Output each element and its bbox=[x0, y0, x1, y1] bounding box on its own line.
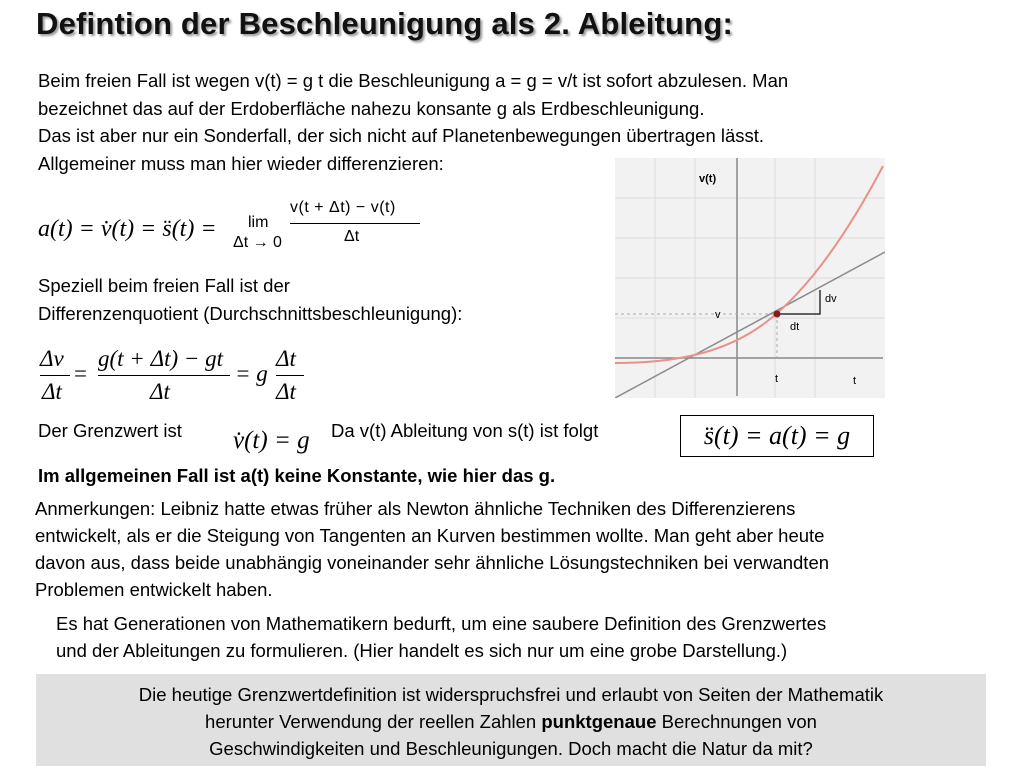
limit-label: Der Grenzwert ist bbox=[38, 420, 182, 441]
dt-label: dt bbox=[790, 321, 800, 333]
velocity-derivative-formula: v̇(t) = g bbox=[233, 427, 310, 454]
limit-operator: lim bbox=[248, 214, 269, 231]
fraction-line bbox=[98, 375, 230, 376]
fraction-gt-numerator: g(t + Δt) − gt bbox=[98, 346, 224, 371]
equals-g: = g bbox=[235, 361, 268, 386]
fraction-line bbox=[40, 375, 70, 376]
note-line bbox=[36, 708, 986, 735]
note-box bbox=[36, 674, 986, 766]
remarks-line: davon aus, dass beide unabhängig voneinander sehr ähnliche Lösungstechniken bei verwandten bbox=[35, 552, 830, 573]
fraction-line bbox=[290, 223, 420, 224]
generations-text bbox=[56, 610, 826, 664]
difference-quotient-denominator: Δt bbox=[344, 228, 360, 245]
generations-line: Es hat Generationen von Mathematikern bedurft, um eine saubere Definition des Grenzwertes bbox=[56, 613, 827, 634]
remarks-text bbox=[35, 495, 829, 603]
boxed-result: s̈(t) = a(t) = g bbox=[680, 415, 874, 457]
t-axis-label: t bbox=[853, 375, 857, 387]
acceleration-definition-lhs: a(t) = v̇(t) = s̈(t) = bbox=[38, 216, 217, 242]
equals-sign: = bbox=[74, 361, 87, 386]
intro-line: Allgemeiner muss man hier wieder differenzieren: bbox=[38, 152, 444, 174]
note-line: Die heutige Grenzwertdefinition ist widerspruchsfrei und erlaubt von Seiten der Mathematik bbox=[138, 684, 884, 705]
dv-label: dv bbox=[825, 293, 837, 305]
fraction-gt-denominator: Δt bbox=[150, 379, 170, 404]
note-text: herunter Verwendung der reellen Zahlen bbox=[205, 711, 542, 732]
special-line: Speziell beim freien Fall ist der bbox=[38, 275, 290, 296]
note-line: Geschwindigkeiten und Beschleunigungen. Doch macht die Natur da mit? bbox=[209, 738, 813, 759]
page-title: Defintion der Beschleunigung als 2. Ableitung: bbox=[36, 6, 733, 41]
generations-line: und der Ableitungen zu formulieren. (Hier handelt es sich nur um eine grobe Darstellung.) bbox=[56, 640, 788, 661]
special-line: Differenzenquotient (Durchschnittsbeschleunigung): bbox=[38, 302, 463, 324]
since-text: Da v(t) Ableitung von s(t) ist folgt bbox=[331, 420, 599, 441]
t-label: t bbox=[775, 373, 779, 385]
velocity-graph bbox=[615, 158, 885, 398]
general-case-statement: Im allgemeinen Fall ist a(t) keine Konstante, wie hier das g. bbox=[38, 465, 556, 486]
special-case-text bbox=[38, 272, 462, 327]
note-emphasis: punktgenaue bbox=[541, 711, 657, 732]
fraction-dv-numerator: Δv bbox=[40, 346, 64, 371]
fraction-dt-denominator: Δt bbox=[276, 379, 296, 404]
limit-subscript: Δt → 0 bbox=[233, 234, 282, 251]
fraction-dt-numerator: Δt bbox=[276, 346, 296, 371]
difference-quotient-numerator: v(t + Δt) − v(t) bbox=[290, 199, 396, 216]
y-axis-label: v(t) bbox=[699, 173, 717, 185]
remarks-line: entwickelt, als er die Steigung von Tangenten an Kurven bestimmen wollte. Man geht aber heute bbox=[35, 525, 825, 546]
fraction-dv-denominator: Δt bbox=[42, 379, 62, 404]
tangent-point bbox=[774, 311, 781, 318]
intro-line: bezeichnet das auf der Erdoberfläche nahezu konsante g als Erdbeschleunigung. bbox=[38, 97, 705, 119]
note-text: Berechnungen von bbox=[656, 711, 817, 732]
fraction-line bbox=[276, 375, 304, 376]
v-label: v bbox=[715, 309, 721, 321]
remarks-line: Problemen entwickelt haben. bbox=[35, 579, 273, 600]
intro-line: Das ist aber nur ein Sonderfall, der sich nicht auf Planetenbewegungen übertragen lässt. bbox=[38, 125, 765, 146]
intro-line: Beim freien Fall ist wegen v(t) = g t die Beschleunigung a = g = v/t ist sofort abzulesen. Man bbox=[38, 70, 789, 91]
remarks-line: Anmerkungen: Leibniz hatte etwas früher als Newton ähnliche Techniken des Differenzierens bbox=[35, 498, 796, 519]
